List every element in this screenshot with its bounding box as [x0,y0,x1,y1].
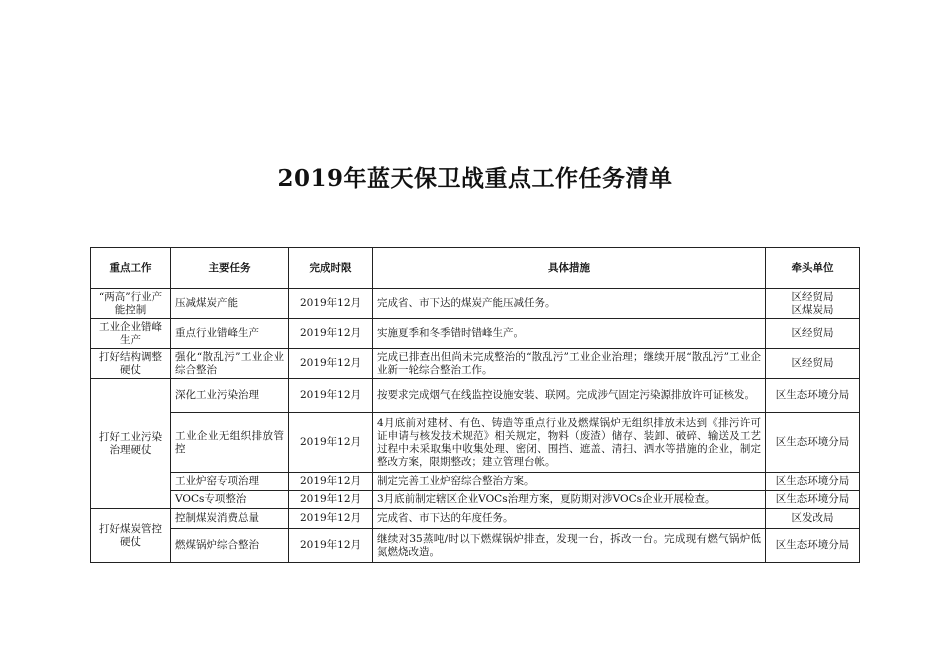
deadline-cell: 2019年12月 [289,529,373,563]
header-measures: 具体措施 [373,248,766,289]
lead-unit-cell: 区生态环境分局 [766,529,860,563]
table-row [91,491,860,509]
task-cell: 强化“散乱污”工业企业综合整治 [171,349,289,379]
measure-cell: 3月底前制定辖区企业VOCs治理方案，夏防期对涉VOCs企业开展检查。 [373,491,766,509]
deadline-cell: 2019年12月 [289,349,373,379]
header-key-work: 重点工作 [91,248,171,289]
task-cell: 燃煤锅炉综合整治 [171,529,289,563]
task-cell: 重点行业错峰生产 [171,319,289,349]
measure-cell: 按要求完成烟气在线监控设施安装、联网。完成涉气固定污染源排放许可证核发。 [373,379,766,413]
deadline-cell: 2019年12月 [289,413,373,473]
measure-cell: 完成已排查出但尚未完成整治的“散乱污”工业企业治理；继续开展“散乱污”工业企业新一轮综合整治工作。 [373,349,766,379]
table-row [91,319,860,349]
key-work-cell: 打好工业污染治理硬仗 [91,379,171,509]
header-main-task: 主要任务 [171,248,289,289]
task-cell: 控制煤炭消费总量 [171,509,289,529]
table-row [91,529,860,563]
header-lead-unit: 牵头单位 [766,248,860,289]
key-work-cell: “两高”行业产能控制 [91,289,171,319]
table-header-row [91,248,860,289]
lead-unit-cell: 区生态环境分局 [766,379,860,413]
measure-cell: 继续对35蒸吨/时以下燃煤锅炉排查，发现一台，拆改一台。完成现有燃气锅炉低氮燃烧改造。 [373,529,766,563]
key-work-cell: 工业企业错峰生产 [91,319,171,349]
lead-unit-cell: 区经贸局 [766,349,860,379]
lead-unit-cell: 区发改局 [766,509,860,529]
deadline-cell: 2019年12月 [289,509,373,529]
page-title: 2019年蓝天保卫战重点工作任务清单 [277,165,673,192]
measure-cell: 实施夏季和冬季错时错峰生产。 [373,319,766,349]
table-row [91,413,860,473]
key-work-cell: 打好结构调整硬仗 [91,349,171,379]
lead-unit-cell: 区生态环境分局 [766,473,860,491]
lead-unit-cell: 区经贸局 [766,319,860,349]
measure-cell: 制定完善工业炉窑综合整治方案。 [373,473,766,491]
lead-unit-cell: 区生态环境分局 [766,413,860,473]
deadline-cell: 2019年12月 [289,319,373,349]
deadline-cell: 2019年12月 [289,491,373,509]
table-row [91,473,860,491]
deadline-cell: 2019年12月 [289,289,373,319]
key-work-cell: 打好煤炭管控硬仗 [91,509,171,563]
task-cell: 压减煤炭产能 [171,289,289,319]
table-row [91,379,860,413]
task-cell: VOCs专项整治 [171,491,289,509]
measure-cell: 完成省、市下达的煤炭产能压减任务。 [373,289,766,319]
deadline-cell: 2019年12月 [289,379,373,413]
header-deadline: 完成时限 [289,248,373,289]
lead-unit-cell: 区经贸局 区煤炭局 [766,289,860,319]
task-cell: 工业炉窑专项治理 [171,473,289,491]
task-table [90,247,860,563]
measure-cell: 完成省、市下达的年度任务。 [373,509,766,529]
table-row [91,509,860,529]
lead-unit-cell: 区生态环境分局 [766,491,860,509]
task-cell: 深化工业污染治理 [171,379,289,413]
deadline-cell: 2019年12月 [289,473,373,491]
measure-cell: 4月底前对建材、有色、铸造等重点行业及燃煤锅炉无组织排放未达到《排污许可证申请与核发技术规范》相关规定，物料（废渣）储存、装卸、破碎、输送及工艺过程中未采取集中收集处理、密闭、围挡、遮盖、清扫、洒水等措施的企业，制定整改方案，限期整改；建立管理台帐。 [373,413,766,473]
table-row [91,289,860,319]
table-row [91,349,860,379]
task-cell: 工业企业无组织排放管控 [171,413,289,473]
